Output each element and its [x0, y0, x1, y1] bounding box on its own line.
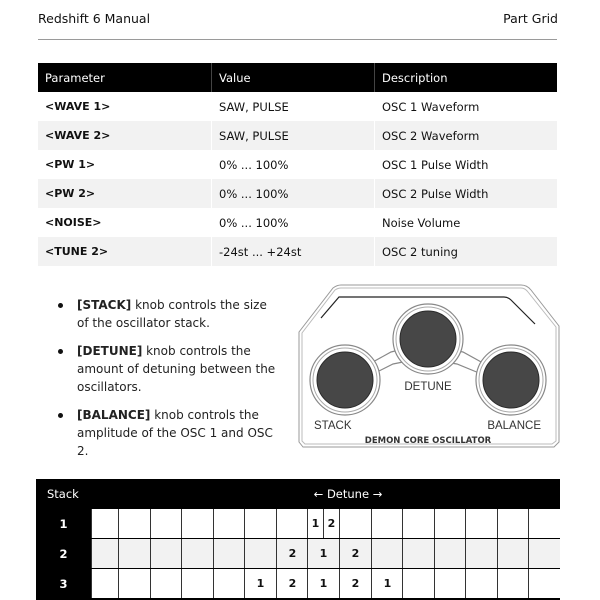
knob-description: knob controls the amount of detuning between the oscillators. [77, 344, 276, 394]
description-cell: OSC 2 Pulse Width [375, 179, 558, 208]
grid-stack-header: Stack [47, 487, 79, 501]
grid-cell: 2 [276, 569, 308, 598]
balance-knob-label: BALANCE [487, 420, 541, 432]
grid-row-label: 1 [59, 517, 68, 531]
grid-cell [402, 539, 434, 568]
table-row [38, 92, 557, 121]
grid-cell [497, 509, 529, 538]
table-row [38, 237, 557, 266]
parameter-cell: <WAVE 1> [45, 100, 111, 113]
grid-cell [434, 539, 466, 568]
grid-cell [213, 539, 245, 568]
list-item [56, 296, 281, 332]
balance-knob [476, 345, 546, 415]
grid-cell [434, 569, 466, 598]
panel-title: DEMON CORE OSCILLATOR [364, 436, 492, 446]
grid-cell [150, 569, 182, 598]
detune-knob-cap [400, 311, 456, 367]
grid-cell [465, 569, 497, 598]
column-header-value: Value [212, 63, 375, 92]
value-cell: SAW, PULSE [212, 92, 375, 121]
grid-cell [434, 509, 466, 538]
parameter-cell: <NOISE> [45, 216, 102, 229]
bullet-icon [58, 349, 63, 354]
grid-cell [244, 509, 276, 538]
grid-cell: 1 [244, 569, 276, 598]
grid-row [36, 539, 560, 569]
grid-row [36, 569, 560, 599]
grid-cell [181, 539, 213, 568]
grid-cell [150, 509, 182, 538]
bullet-icon [58, 413, 63, 418]
grid-cell [371, 539, 403, 568]
grid-row [36, 509, 560, 539]
grid-cell [118, 569, 150, 598]
description-cell: OSC 1 Pulse Width [375, 150, 558, 179]
grid-cell [181, 569, 213, 598]
section-title: Part Grid [503, 11, 558, 26]
grid-cell: 1 [307, 569, 339, 598]
column-header-description: Description [375, 63, 558, 92]
grid-cell [465, 509, 497, 538]
bullet-icon [58, 303, 63, 308]
grid-header [36, 479, 560, 509]
grid-cell: 2 [339, 539, 371, 568]
description-cell: Noise Volume [375, 208, 558, 237]
value-cell: 0% ... 100% [212, 208, 375, 237]
table-row [38, 208, 557, 237]
grid-cell [402, 509, 434, 538]
grid-cell [91, 569, 118, 598]
knob-name: [BALANCE] [77, 408, 151, 422]
grid-cell [497, 539, 529, 568]
grid-cell [528, 539, 560, 568]
grid-cell [402, 569, 434, 598]
oscillator-panel-diagram [295, 282, 565, 452]
value-cell: 0% ... 100% [212, 150, 375, 179]
value-cell: 0% ... 100% [212, 179, 375, 208]
column-header-parameter: Parameter [38, 63, 212, 92]
grid-cell [497, 569, 529, 598]
grid-cell [339, 509, 371, 538]
parameter-cell: <WAVE 2> [38, 121, 212, 150]
value-cell: -24st ... +24st [212, 237, 375, 266]
grid-cell [150, 539, 182, 568]
grid-cell: 1 [307, 509, 323, 538]
table-row [38, 179, 557, 208]
knob-name: [DETUNE] [77, 344, 143, 358]
knob-description-list [56, 296, 281, 470]
parameter-cell: <PW 2> [38, 179, 212, 208]
list-item [56, 406, 281, 460]
knob-name: [STACK] [77, 298, 132, 312]
grid-cell [276, 509, 308, 538]
detune-stack-grid [36, 479, 560, 600]
knob-description: knob controls the size of the oscillator stack. [77, 298, 267, 330]
grid-row-label: 2 [59, 547, 68, 561]
grid-cell: 2 [276, 539, 308, 568]
grid-cell [91, 539, 118, 568]
grid-cell [181, 509, 213, 538]
parameter-table [38, 63, 557, 266]
stack-knob-cap [317, 352, 373, 408]
table-row [38, 150, 557, 179]
description-cell: OSC 2 Waveform [375, 121, 558, 150]
stack-knob [310, 345, 380, 415]
list-item [56, 342, 281, 396]
grid-cell: 1 [307, 539, 339, 568]
detune-knob [393, 304, 463, 374]
document-title: Redshift 6 Manual [38, 11, 151, 26]
grid-cell [118, 509, 150, 538]
grid-cell [465, 539, 497, 568]
header-divider [38, 39, 557, 40]
table-row [38, 121, 557, 150]
grid-cell [528, 569, 560, 598]
stack-knob-label: STACK [314, 420, 352, 432]
grid-cell: 2 [323, 509, 339, 538]
grid-cell [213, 509, 245, 538]
table-header-row [38, 63, 557, 92]
knob-description: knob controls the amplitude of the OSC 1 and OSC 2. [77, 408, 273, 458]
grid-cell [528, 509, 560, 538]
grid-cell [118, 539, 150, 568]
description-cell: OSC 1 Waveform [375, 92, 558, 121]
grid-cell [371, 509, 403, 538]
grid-detune-header: ← Detune → [313, 487, 383, 501]
grid-cell [213, 569, 245, 598]
grid-row-label: 3 [59, 577, 68, 591]
grid-cell: 2 [339, 569, 371, 598]
grid-cell [91, 509, 118, 538]
description-cell: OSC 2 tuning [375, 237, 558, 266]
grid-cell: 1 [371, 569, 403, 598]
detune-knob-label: DETUNE [404, 381, 452, 393]
value-cell: SAW, PULSE [212, 121, 375, 150]
parameter-cell: <PW 1> [45, 158, 96, 171]
grid-cell [244, 539, 276, 568]
parameter-cell: <TUNE 2> [38, 237, 212, 266]
balance-knob-cap [483, 352, 539, 408]
